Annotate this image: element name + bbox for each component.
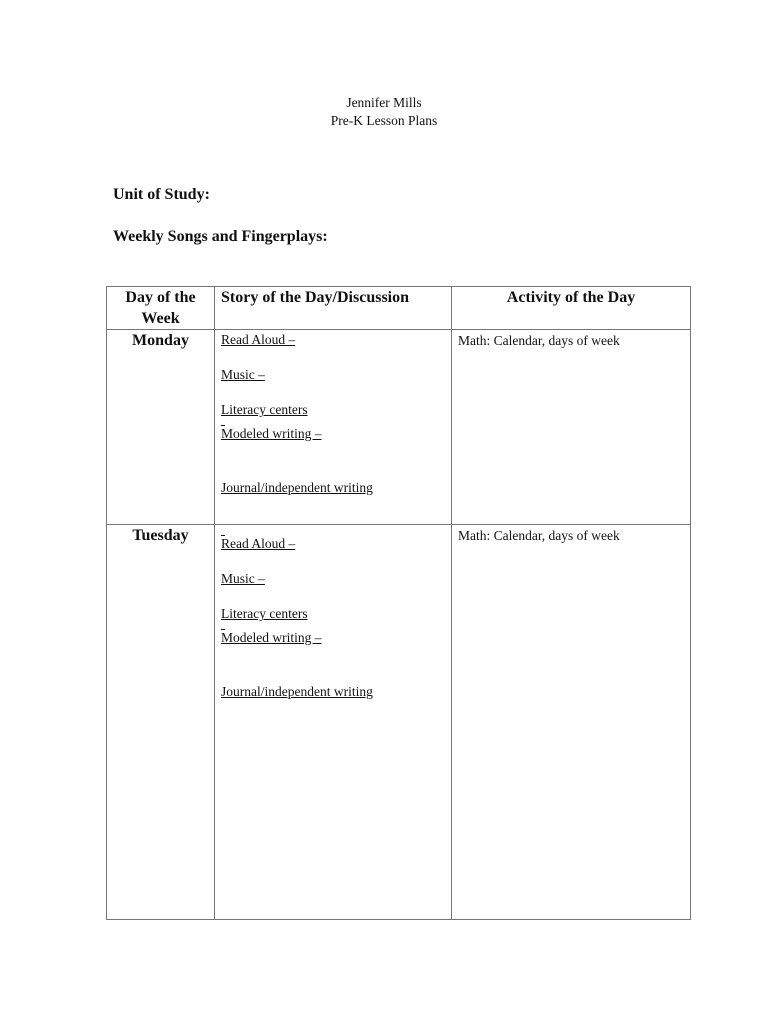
activity-cell-monday: Math: Calendar, days of week	[452, 330, 691, 525]
unit-of-study-heading: Unit of Study:	[113, 186, 210, 203]
story-cell-tuesday	[215, 525, 452, 920]
music-item: Music –	[221, 571, 265, 586]
journal-writing-item: Journal/independent writing	[221, 684, 373, 699]
lesson-plan-table	[106, 286, 691, 920]
journal-writing-item: Journal/independent writing	[221, 480, 373, 495]
table-header-row	[107, 287, 691, 330]
column-header-activity: Activity of the Day	[452, 287, 691, 330]
modeled-writing-item: Modeled writing –	[221, 426, 322, 441]
weekly-songs-heading: Weekly Songs and Fingerplays:	[113, 228, 328, 245]
document-header	[0, 94, 768, 130]
read-aloud-item: Read Aloud –	[221, 332, 296, 347]
story-cell-monday	[215, 330, 452, 525]
music-item: Music –	[221, 367, 265, 382]
day-cell-tuesday: Tuesday	[107, 525, 215, 920]
author-name: Jennifer Mills	[346, 95, 422, 110]
literacy-centers-item: Literacy centers	[221, 402, 308, 417]
day-cell-monday: Monday	[107, 330, 215, 525]
table-row	[107, 525, 691, 920]
modeled-writing-item: Modeled writing –	[221, 630, 322, 645]
table-row	[107, 330, 691, 525]
activity-cell-tuesday: Math: Calendar, days of week	[452, 525, 691, 920]
document-title: Pre-K Lesson Plans	[330, 113, 438, 128]
read-aloud-item: Read Aloud –	[221, 536, 296, 551]
column-header-story: Story of the Day/Discussion	[215, 287, 452, 330]
literacy-centers-item: Literacy centers	[221, 606, 308, 621]
column-header-day: Day of the Week	[107, 287, 215, 330]
